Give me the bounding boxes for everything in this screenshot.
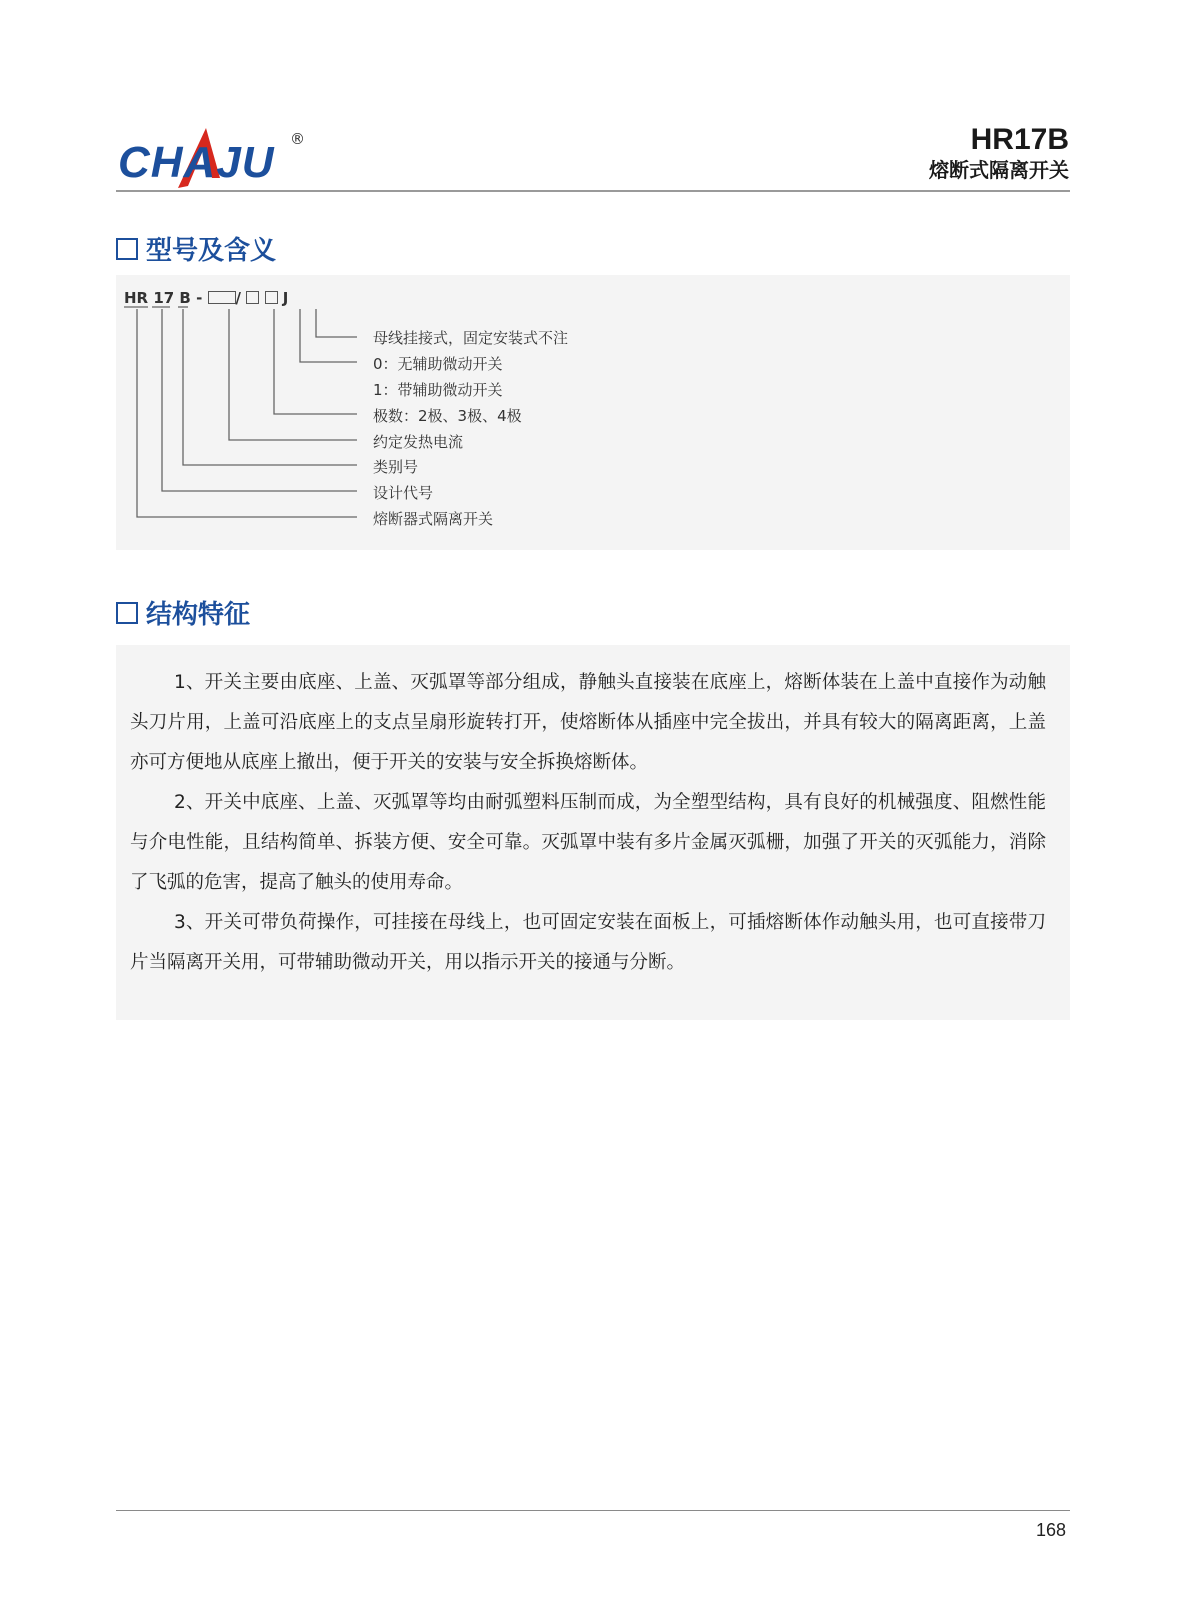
checkbox-square-icon bbox=[116, 602, 138, 624]
page-number: 168 bbox=[1036, 1520, 1067, 1540]
feature-paragraph: 2、开关中底座、上盖、灭弧罩等均由耐弧塑料压制而成，为全塑型结构，具有良好的机械强度、阻燃性能与介电性能，且结构简单、拆装方便、安全可靠。灭弧罩中装有多片金属灭弧栅，加强了开关的灭弧能力，消除了飞弧的危害，提高了触头的使用寿命。 bbox=[130, 792, 1046, 893]
legend-item: 熔断器式隔离开关 bbox=[373, 510, 494, 528]
feature-paragraph: 3、开关可带负荷操作，可挂接在母线上，也可固定安装在面板上，可插熔断体作动触头用，也可直接带刀片当隔离开关用，可带辅助微动开关，用以指示开关的接通与分断。 bbox=[130, 912, 1046, 973]
section-title-text: 型号及含义 bbox=[146, 236, 277, 266]
legend-item: 设计代号 bbox=[373, 484, 434, 502]
legend-item: 母线挂接式，固定安装式不注 bbox=[373, 329, 569, 347]
section-title-structure bbox=[116, 594, 250, 631]
model-leader-lines bbox=[0, 0, 1190, 600]
legend-item: 类别号 bbox=[373, 458, 419, 476]
model-prefix: HR 17 B - bbox=[124, 289, 203, 307]
section-title-text: 结构特征 bbox=[146, 600, 251, 630]
brand-name: CHAJU bbox=[118, 138, 275, 187]
legend-item: 1：带辅助微动开关 bbox=[373, 381, 503, 399]
model-code: HR17B bbox=[970, 123, 1069, 156]
legend-item: 0：无辅助微动开关 bbox=[373, 355, 503, 373]
legend-item: 极数：2极、3极、4极 bbox=[373, 407, 522, 425]
model-suffix: J bbox=[282, 289, 289, 307]
legend-item: 约定发热电流 bbox=[373, 433, 464, 451]
feature-paragraph: 1、开关主要由底座、上盖、灭弧罩等部分组成，静触头直接装在底座上，熔断体装在上盖中直接作为动触头刀片用，上盖可沿底座上的支点呈扇形旋转打开，使熔断体从插座中完全拔出，并具有较大的隔离距离，上盖亦可方便地从底座上撤出，便于开关的安装与安全拆换熔断体。 bbox=[130, 672, 1046, 773]
product-name: 熔断式隔离开关 bbox=[929, 158, 1069, 182]
footer-divider bbox=[116, 1510, 1070, 1511]
registered-mark: ® bbox=[290, 130, 305, 148]
model-slash: / bbox=[235, 289, 242, 307]
